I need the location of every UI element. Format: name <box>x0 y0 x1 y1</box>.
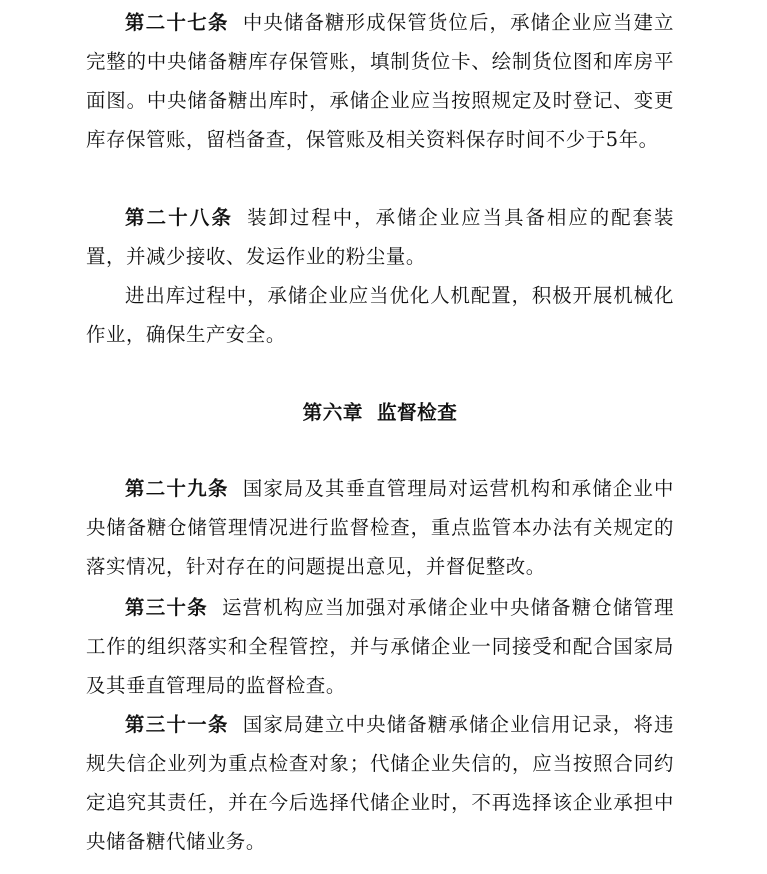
article-27-text: 中央储备糖形成保管货位后，承储企业应当建立完整的中央储备糖库存保管账，填制货位卡、绘制货位图和库房平面图。中央储备糖出库时，承储企业应当按照规定及时登记、变更库存保管账，留档备查，保管账及相关资料保存时间不少于5年。 <box>86 11 675 151</box>
article-28-continuation-paragraph <box>86 276 674 354</box>
article-28-heading: 第二十八条 <box>125 206 234 229</box>
article-28-text: 装卸过程中，承储企业应当具备相应的配套装置，并减少接收、发运作业的粉尘量。 <box>86 206 675 268</box>
article-31-text: 国家局建立中央储备糖承储企业信用记录，将违规失信企业列为重点检查对象；代储企业失信的，应当按照合同约定追究其责任，并在今后选择代储企业时，不再选择该企业承担中央储备糖代储业务。 <box>86 713 675 853</box>
article-30-text: 运营机构应当加强对承储企业中央储备糖仓储管理工作的组织落实和全程管控，并与承储企业一同接受和配合国家局及其垂直管理局的监督检查。 <box>86 596 674 697</box>
chapter-number: 第六章 <box>302 401 363 424</box>
chapter-title: 监督检查 <box>376 401 458 424</box>
article-28-paragraph <box>86 198 674 276</box>
article-31-paragraph <box>86 705 674 861</box>
article-28-continuation-text: 进出库过程中，承储企业应当优化人机配置，积极开展机械化作业，确保生产安全。 <box>86 284 674 346</box>
article-29-paragraph <box>86 469 674 586</box>
article-27-paragraph <box>86 3 674 159</box>
article-27-heading: 第二十七条 <box>125 11 229 34</box>
article-30-paragraph <box>86 588 674 705</box>
article-29-text: 国家局及其垂直管理局对运营机构和承储企业中央储备糖仓储管理情况进行监督检查，重点监管本办法有关规定的落实情况，针对存在的问题提出意见，并督促整改。 <box>86 477 675 578</box>
article-30-heading: 第三十条 <box>125 596 209 619</box>
chapter-heading <box>86 396 674 430</box>
article-31-heading: 第三十一条 <box>125 713 229 736</box>
article-29-heading: 第二十九条 <box>125 477 229 500</box>
